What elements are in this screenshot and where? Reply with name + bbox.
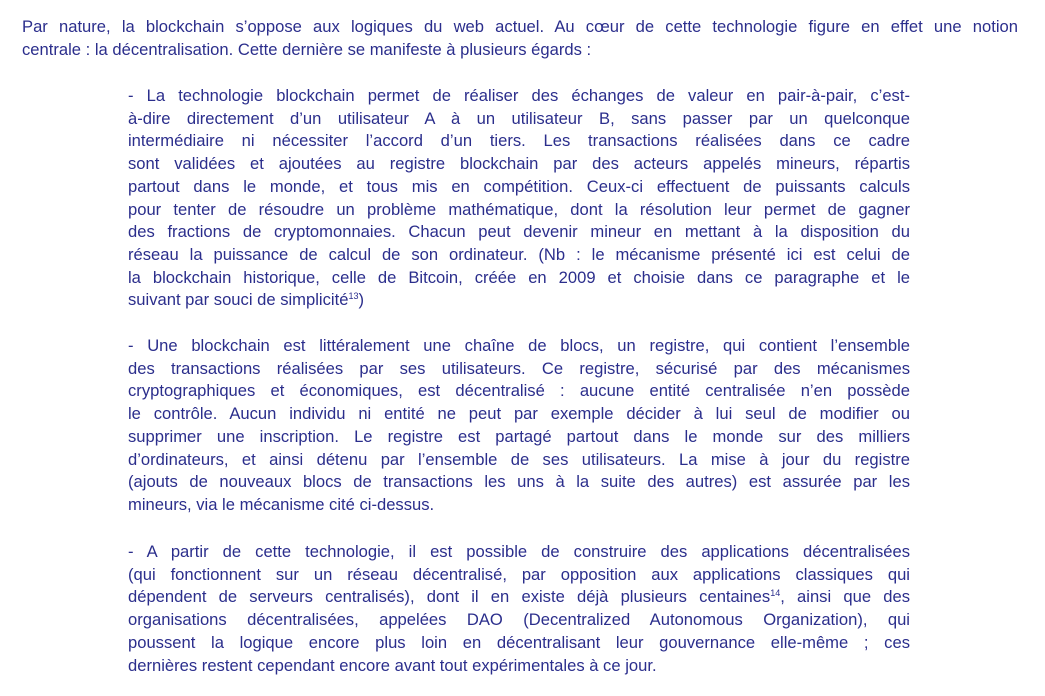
text-line: mineurs, via le mécanisme cité ci-dessus.	[128, 494, 435, 514]
text-span: suivant par souci de simplicité	[128, 290, 349, 310]
text-line: dernières restent cependant encore avant tout expérimentales à ce jour.	[128, 655, 657, 675]
text-line: sont validées et ajoutées au registre blockchain par des acteurs appelés mineurs, répartis	[128, 154, 910, 174]
intro-paragraph	[22, 16, 1018, 61]
text-line: pour tenter de résoudre un problème mathématique, dont la résolution leur permet de gagner	[128, 199, 910, 219]
footnote-ref-13[interactable]: 13	[348, 291, 359, 302]
text-line: des transactions réalisées par ses utilisateurs. Ce registre, sécurisé par des mécanismes	[128, 358, 910, 378]
text-line: cryptographiques et économiques, est décentralisé : aucune entité centralisée n’en possède	[128, 381, 910, 401]
text-line: à-dire directement d’un utilisateur A à un utilisateur B, sans passer par un quelconque	[128, 108, 910, 128]
text-line: poussent la logique encore plus loin en décentralisant leur gouvernance elle-même ; ces	[128, 632, 910, 652]
text-line: partout dans le monde, et tous mis en compétition. Ceux-ci effectuent de puissants calculs	[128, 176, 910, 196]
footnote-ref-14[interactable]: 14	[770, 588, 781, 599]
text-line: Par nature, la blockchain s’oppose aux logiques du web actuel. Au cœur de cette technologie figure en effet une notion	[22, 17, 1018, 36]
text-line: supprimer une inscription. Le registre est partagé partout dans le monde sur des milliers	[128, 426, 910, 446]
text-line: intermédiaire ni nécessiter l’accord d’un tiers. Les transactions réalisées dans ce cadre	[128, 131, 910, 151]
text-span: )	[358, 290, 364, 310]
text-line: la blockchain historique, celle de Bitcoin, créée en 2009 et choisie dans ce paragraphe et le	[128, 267, 910, 287]
text-line: le contrôle. Aucun individu ni entité ne peut par exemple décider à lui seul de modifier ou	[128, 404, 910, 424]
text-line	[128, 289, 910, 312]
text-span: , ainsi que des	[780, 587, 910, 607]
text-line: - A partir de cette technologie, il est possible de construire des applications décentralisées	[128, 542, 910, 561]
text-line: - Une blockchain est littéralement une chaîne de blocs, un registre, qui contient l’ensemble	[128, 336, 910, 355]
text-line: (qui fonctionnent sur un réseau décentralisé, par opposition aux applications classiques qui	[128, 564, 910, 584]
text-line	[128, 586, 910, 609]
text-line: réseau la puissance de calcul de son ordinateur. (Nb : le mécanisme présenté ici est celui de	[128, 244, 910, 264]
text-line: centrale : la décentralisation. Cette dernière se manifeste à plusieurs égards :	[22, 39, 592, 59]
text-line: des fractions de cryptomonnaies. Chacun peut devenir mineur en mettant à la disposition du	[128, 222, 910, 242]
text-line: organisations décentralisées, appelées DAO (Decentralized Autonomous Organization), qui	[128, 610, 910, 630]
bullet-paragraph-peer-to-peer	[128, 85, 910, 312]
text-span: dépendent de serveurs centralisés), dont il en existe déjà plusieurs centaines	[128, 587, 771, 607]
text-line: (ajouts de nouveaux blocs de transactions les uns à la suite des autres) est assurée par les	[128, 472, 910, 492]
bullet-paragraph-dapps	[128, 541, 910, 677]
text-line: - La technologie blockchain permet de réaliser des échanges de valeur en pair-à-pair, c’est-	[128, 86, 910, 105]
text-line: d’ordinateurs, et ainsi détenu par l’ensemble de ses utilisateurs. La mise à jour du registre	[128, 449, 910, 469]
bullet-paragraph-registry	[128, 335, 910, 517]
